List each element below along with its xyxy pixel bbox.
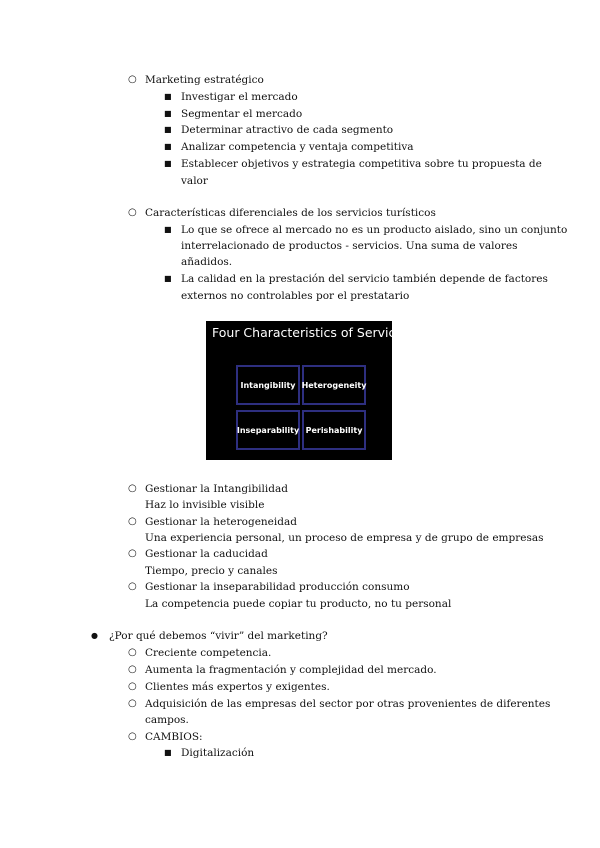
circle-bullet-icon	[128, 481, 137, 497]
square-bullet-icon	[164, 156, 172, 172]
bullet-icon	[91, 628, 98, 644]
list-item-continuation: añadidos.	[181, 256, 233, 268]
circle-bullet-icon	[128, 696, 137, 712]
list-subitem: Digitalización	[181, 747, 255, 759]
list-item: Investigar el mercado	[181, 91, 298, 103]
question-heading: ¿Por qué debemos “vivir” del marketing?	[109, 630, 328, 642]
list-item: Analizar competencia y ventaja competitiva	[181, 141, 414, 153]
circle-bullet-icon	[128, 662, 137, 678]
square-bullet-icon	[164, 89, 172, 105]
list-item: Segmentar el mercado	[181, 108, 303, 120]
square-bullet-icon	[164, 106, 172, 122]
list-item: Creciente competencia.	[145, 647, 272, 659]
circle-bullet-icon	[128, 679, 137, 695]
list-item-continuation: externos no controlables por el prestatario	[181, 290, 410, 302]
list-item-description: Una experiencia personal, un proceso de empresa y de grupo de empresas	[145, 532, 544, 544]
circle-bullet-icon	[128, 645, 137, 661]
list-item: Determinar atractivo de cada segmento	[181, 124, 394, 136]
square-bullet-icon	[164, 222, 172, 238]
square-bullet-icon	[164, 745, 172, 761]
square-bullet-icon	[164, 122, 172, 138]
list-item: La calidad en la prestación del servicio también depende de factores	[181, 273, 548, 285]
circle-bullet-icon	[128, 579, 137, 595]
list-item: Lo que se ofrece al mercado no es un producto aislado, sino un conjunto	[181, 224, 568, 236]
list-item-title: Gestionar la inseparabilidad producción consumo	[145, 581, 410, 593]
section-heading-marketing: Marketing estratégico	[145, 74, 264, 86]
circle-bullet-icon	[128, 514, 137, 530]
list-item-continuation: valor	[181, 175, 208, 187]
figure-title: Four Characteristics of Services	[212, 325, 410, 340]
services-characteristics-figure	[206, 321, 410, 460]
list-item-description: La competencia puede copiar tu producto, no tu personal	[145, 598, 452, 610]
square-bullet-icon	[164, 139, 172, 155]
list-item-continuation: interrelacionado de productos - servicios. Una suma de valores	[181, 240, 518, 252]
list-item-description: Tiempo, precio y canales	[145, 565, 278, 577]
circle-bullet-icon	[128, 546, 137, 562]
circle-bullet-icon	[128, 72, 137, 88]
list-item: CAMBIOS:	[145, 731, 203, 743]
list-item: Adquisición de las empresas del sector por otras provenientes de diferentes	[145, 698, 551, 710]
figure-cell-inseparability: Inseparability	[236, 410, 300, 450]
list-item: Clientes más expertos y exigentes.	[145, 681, 330, 693]
list-item-title: Gestionar la heterogeneidad	[145, 516, 297, 528]
circle-bullet-icon	[128, 729, 137, 745]
square-bullet-icon	[164, 271, 172, 287]
list-item-description: Haz lo invisible visible	[145, 499, 265, 511]
list-item-title: Gestionar la caducidad	[145, 548, 268, 560]
list-item: Aumenta la fragmentación y complejidad del mercado.	[145, 664, 437, 676]
list-item-title: Gestionar la Intangibilidad	[145, 483, 288, 495]
figure-cell-intangibility: Intangibility	[236, 365, 300, 405]
circle-bullet-icon	[128, 205, 137, 221]
section-heading-caracteristicas: Características diferenciales de los servicios turísticos	[145, 207, 436, 219]
list-item: Establecer objetivos y estrategia competitiva sobre tu propuesta de	[181, 158, 542, 170]
figure-cell-heterogeneity: Heterogeneity	[302, 365, 366, 405]
figure-cell-perishability: Perishability	[302, 410, 366, 450]
list-item-continuation: campos.	[145, 714, 189, 726]
